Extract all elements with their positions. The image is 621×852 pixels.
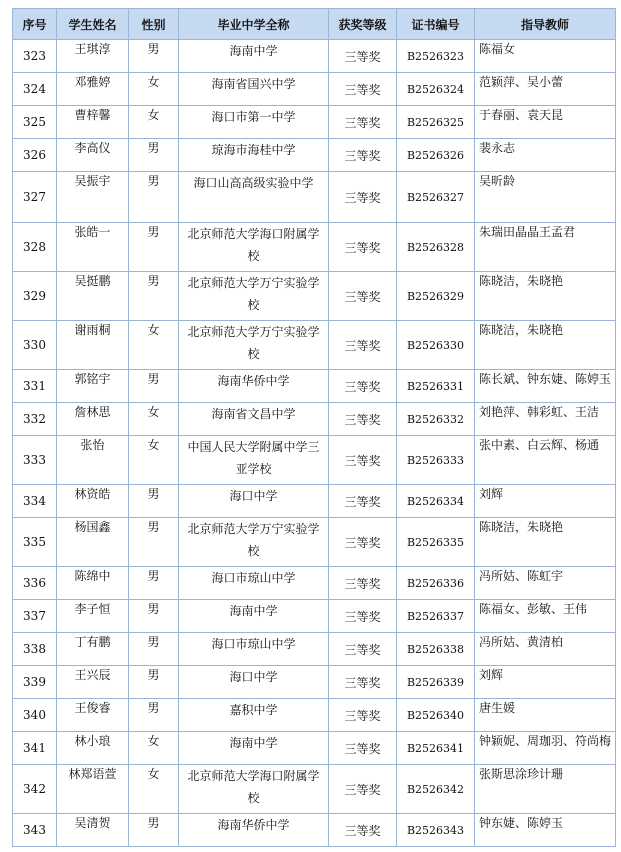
table-row: [13, 732, 616, 765]
header-award-level: 获奖等级: [329, 9, 397, 40]
table-row: [13, 666, 616, 699]
cell-teacher: 吴昕龄: [475, 172, 616, 223]
table-row: [13, 436, 616, 485]
header-cert-no: 证书编号: [397, 9, 475, 40]
cell-award-level: 三等奖: [329, 633, 397, 666]
cell-award-level: 三等奖: [329, 40, 397, 73]
cell-gender: 男: [129, 172, 179, 223]
table-row: [13, 699, 616, 732]
table-row: [13, 139, 616, 172]
cell-award-level: 三等奖: [329, 223, 397, 272]
cell-gender: 男: [129, 666, 179, 699]
cell-gender: 女: [129, 106, 179, 139]
table-row: [13, 73, 616, 106]
cell-serial-no: 341: [13, 732, 57, 765]
cell-award-level: 三等奖: [329, 73, 397, 106]
cell-cert-no: B2526330: [397, 321, 475, 370]
table-header: [13, 9, 616, 40]
cell-serial-no: 342: [13, 765, 57, 814]
cell-school: 海南华侨中学: [179, 370, 329, 403]
cell-teacher: 钟东婕、陈婷玉: [475, 814, 616, 847]
cell-school: 琼海市海桂中学: [179, 139, 329, 172]
cell-gender: 男: [129, 600, 179, 633]
cell-student-name: 李高仪: [57, 139, 129, 172]
cell-serial-no: 334: [13, 485, 57, 518]
cell-teacher: 陈晓洁，朱晓艳: [475, 518, 616, 567]
cell-student-name: 杨国鑫: [57, 518, 129, 567]
cell-school: 北京师范大学海口附属学校: [179, 223, 329, 272]
table-row: [13, 518, 616, 567]
cell-student-name: 张怡: [57, 436, 129, 485]
cell-cert-no: B2526332: [397, 403, 475, 436]
cell-cert-no: B2526343: [397, 814, 475, 847]
cell-serial-no: 326: [13, 139, 57, 172]
cell-student-name: 吴清贺: [57, 814, 129, 847]
cell-student-name: 丁有鹏: [57, 633, 129, 666]
cell-teacher: 陈福女、彭敏、王伟: [475, 600, 616, 633]
table-row: [13, 567, 616, 600]
cell-award-level: 三等奖: [329, 172, 397, 223]
cell-gender: 男: [129, 699, 179, 732]
cell-teacher: 刘辉: [475, 485, 616, 518]
cell-school: 北京师范大学万宁实验学校: [179, 321, 329, 370]
cell-teacher: 刘辉: [475, 666, 616, 699]
cell-serial-no: 340: [13, 699, 57, 732]
cell-serial-no: 332: [13, 403, 57, 436]
table-row: [13, 403, 616, 436]
header-serial-no: 序号: [13, 9, 57, 40]
cell-school: 海南中学: [179, 600, 329, 633]
table-row: [13, 765, 616, 814]
cell-award-level: 三等奖: [329, 272, 397, 321]
cell-student-name: 吴振宇: [57, 172, 129, 223]
cell-school: 中国人民大学附属中学三亚学校: [179, 436, 329, 485]
awards-table: [12, 8, 616, 847]
cell-student-name: 张皓一: [57, 223, 129, 272]
cell-gender: 女: [129, 765, 179, 814]
cell-serial-no: 331: [13, 370, 57, 403]
cell-student-name: 王琪淳: [57, 40, 129, 73]
cell-gender: 女: [129, 73, 179, 106]
cell-school: 北京师范大学万宁实验学校: [179, 272, 329, 321]
cell-serial-no: 337: [13, 600, 57, 633]
cell-serial-no: 330: [13, 321, 57, 370]
cell-gender: 男: [129, 518, 179, 567]
cell-serial-no: 339: [13, 666, 57, 699]
cell-teacher: 于春丽、袁天昆: [475, 106, 616, 139]
cell-award-level: 三等奖: [329, 600, 397, 633]
cell-teacher: 陈晓洁，朱晓艳: [475, 272, 616, 321]
cell-student-name: 詹林思: [57, 403, 129, 436]
cell-gender: 女: [129, 403, 179, 436]
cell-cert-no: B2526335: [397, 518, 475, 567]
header-school: 毕业中学全称: [179, 9, 329, 40]
cell-cert-no: B2526334: [397, 485, 475, 518]
cell-cert-no: B2526338: [397, 633, 475, 666]
cell-gender: 男: [129, 370, 179, 403]
cell-teacher: 范颖萍、吴小蕾: [475, 73, 616, 106]
cell-serial-no: 343: [13, 814, 57, 847]
cell-teacher: 陈福女: [475, 40, 616, 73]
cell-school: 海口市琼山中学: [179, 633, 329, 666]
cell-teacher: 朱瑞田晶晶王孟君: [475, 223, 616, 272]
cell-award-level: 三等奖: [329, 814, 397, 847]
table-row: [13, 814, 616, 847]
cell-gender: 男: [129, 139, 179, 172]
cell-award-level: 三等奖: [329, 106, 397, 139]
cell-serial-no: 335: [13, 518, 57, 567]
table-row: [13, 485, 616, 518]
cell-teacher: 张斯思涂珍计珊: [475, 765, 616, 814]
cell-gender: 女: [129, 321, 179, 370]
cell-student-name: 邓雅婷: [57, 73, 129, 106]
cell-teacher: 冯所姑、黄清柏: [475, 633, 616, 666]
cell-student-name: 林资皓: [57, 485, 129, 518]
cell-school: 北京师范大学万宁实验学校: [179, 518, 329, 567]
cell-student-name: 陈绵中: [57, 567, 129, 600]
table-row: [13, 223, 616, 272]
cell-serial-no: 338: [13, 633, 57, 666]
cell-cert-no: B2526342: [397, 765, 475, 814]
cell-school: 嘉积中学: [179, 699, 329, 732]
cell-award-level: 三等奖: [329, 321, 397, 370]
cell-gender: 男: [129, 633, 179, 666]
cell-award-level: 三等奖: [329, 518, 397, 567]
cell-student-name: 郭铭宇: [57, 370, 129, 403]
cell-student-name: 王俊睿: [57, 699, 129, 732]
cell-cert-no: B2526340: [397, 699, 475, 732]
cell-award-level: 三等奖: [329, 765, 397, 814]
cell-gender: 女: [129, 436, 179, 485]
cell-award-level: 三等奖: [329, 666, 397, 699]
cell-school: 海口市第一中学: [179, 106, 329, 139]
cell-award-level: 三等奖: [329, 436, 397, 485]
cell-teacher: 陈长斌、钟东婕、陈婷玉: [475, 370, 616, 403]
cell-teacher: 张中素、白云辉、杨通: [475, 436, 616, 485]
cell-gender: 男: [129, 567, 179, 600]
cell-cert-no: B2526328: [397, 223, 475, 272]
header-gender: 性别: [129, 9, 179, 40]
cell-school: 海口市琼山中学: [179, 567, 329, 600]
table-body: [13, 40, 616, 847]
cell-serial-no: 336: [13, 567, 57, 600]
cell-school: 海南省文昌中学: [179, 403, 329, 436]
cell-award-level: 三等奖: [329, 370, 397, 403]
cell-teacher: 冯所姑、陈虹宇: [475, 567, 616, 600]
header-row: [13, 9, 616, 40]
table-row: [13, 633, 616, 666]
cell-cert-no: B2526324: [397, 73, 475, 106]
table-row: [13, 106, 616, 139]
cell-student-name: 曹梓馨: [57, 106, 129, 139]
cell-school: 海口山高高级实验中学: [179, 172, 329, 223]
cell-cert-no: B2526336: [397, 567, 475, 600]
cell-school: 海口中学: [179, 666, 329, 699]
cell-gender: 男: [129, 223, 179, 272]
cell-student-name: 吴挺鹏: [57, 272, 129, 321]
cell-teacher: 唐生媛: [475, 699, 616, 732]
cell-cert-no: B2526326: [397, 139, 475, 172]
cell-gender: 女: [129, 732, 179, 765]
cell-serial-no: 328: [13, 223, 57, 272]
cell-gender: 男: [129, 485, 179, 518]
cell-cert-no: B2526341: [397, 732, 475, 765]
table-row: [13, 600, 616, 633]
cell-serial-no: 324: [13, 73, 57, 106]
table-row: [13, 172, 616, 223]
table-row: [13, 370, 616, 403]
cell-cert-no: B2526323: [397, 40, 475, 73]
table-row: [13, 272, 616, 321]
cell-cert-no: B2526337: [397, 600, 475, 633]
cell-teacher: 钟颖妮、周珈羽、符尚梅: [475, 732, 616, 765]
table-row: [13, 321, 616, 370]
cell-award-level: 三等奖: [329, 403, 397, 436]
cell-school: 海南华侨中学: [179, 814, 329, 847]
cell-serial-no: 327: [13, 172, 57, 223]
header-teacher: 指导教师: [475, 9, 616, 40]
cell-serial-no: 323: [13, 40, 57, 73]
cell-teacher: 裴永志: [475, 139, 616, 172]
cell-school: 海南省国兴中学: [179, 73, 329, 106]
cell-teacher: 刘艳萍、韩彩虹、王洁: [475, 403, 616, 436]
cell-gender: 男: [129, 40, 179, 73]
cell-student-name: 李子恒: [57, 600, 129, 633]
cell-teacher: 陈晓洁，朱晓艳: [475, 321, 616, 370]
cell-cert-no: B2526339: [397, 666, 475, 699]
cell-student-name: 王兴辰: [57, 666, 129, 699]
header-student-name: 学生姓名: [57, 9, 129, 40]
cell-cert-no: B2526333: [397, 436, 475, 485]
table-row: [13, 40, 616, 73]
cell-student-name: 林小琅: [57, 732, 129, 765]
cell-gender: 男: [129, 814, 179, 847]
cell-cert-no: B2526331: [397, 370, 475, 403]
cell-school: 海南中学: [179, 732, 329, 765]
cell-award-level: 三等奖: [329, 567, 397, 600]
cell-serial-no: 329: [13, 272, 57, 321]
cell-award-level: 三等奖: [329, 485, 397, 518]
cell-gender: 男: [129, 272, 179, 321]
cell-award-level: 三等奖: [329, 699, 397, 732]
cell-cert-no: B2526327: [397, 172, 475, 223]
cell-award-level: 三等奖: [329, 139, 397, 172]
cell-student-name: 谢雨桐: [57, 321, 129, 370]
cell-award-level: 三等奖: [329, 732, 397, 765]
cell-school: 海南中学: [179, 40, 329, 73]
cell-cert-no: B2526329: [397, 272, 475, 321]
cell-school: 北京师范大学海口附属学校: [179, 765, 329, 814]
cell-cert-no: B2526325: [397, 106, 475, 139]
cell-serial-no: 333: [13, 436, 57, 485]
cell-student-name: 林郑语萱: [57, 765, 129, 814]
cell-school: 海口中学: [179, 485, 329, 518]
cell-serial-no: 325: [13, 106, 57, 139]
